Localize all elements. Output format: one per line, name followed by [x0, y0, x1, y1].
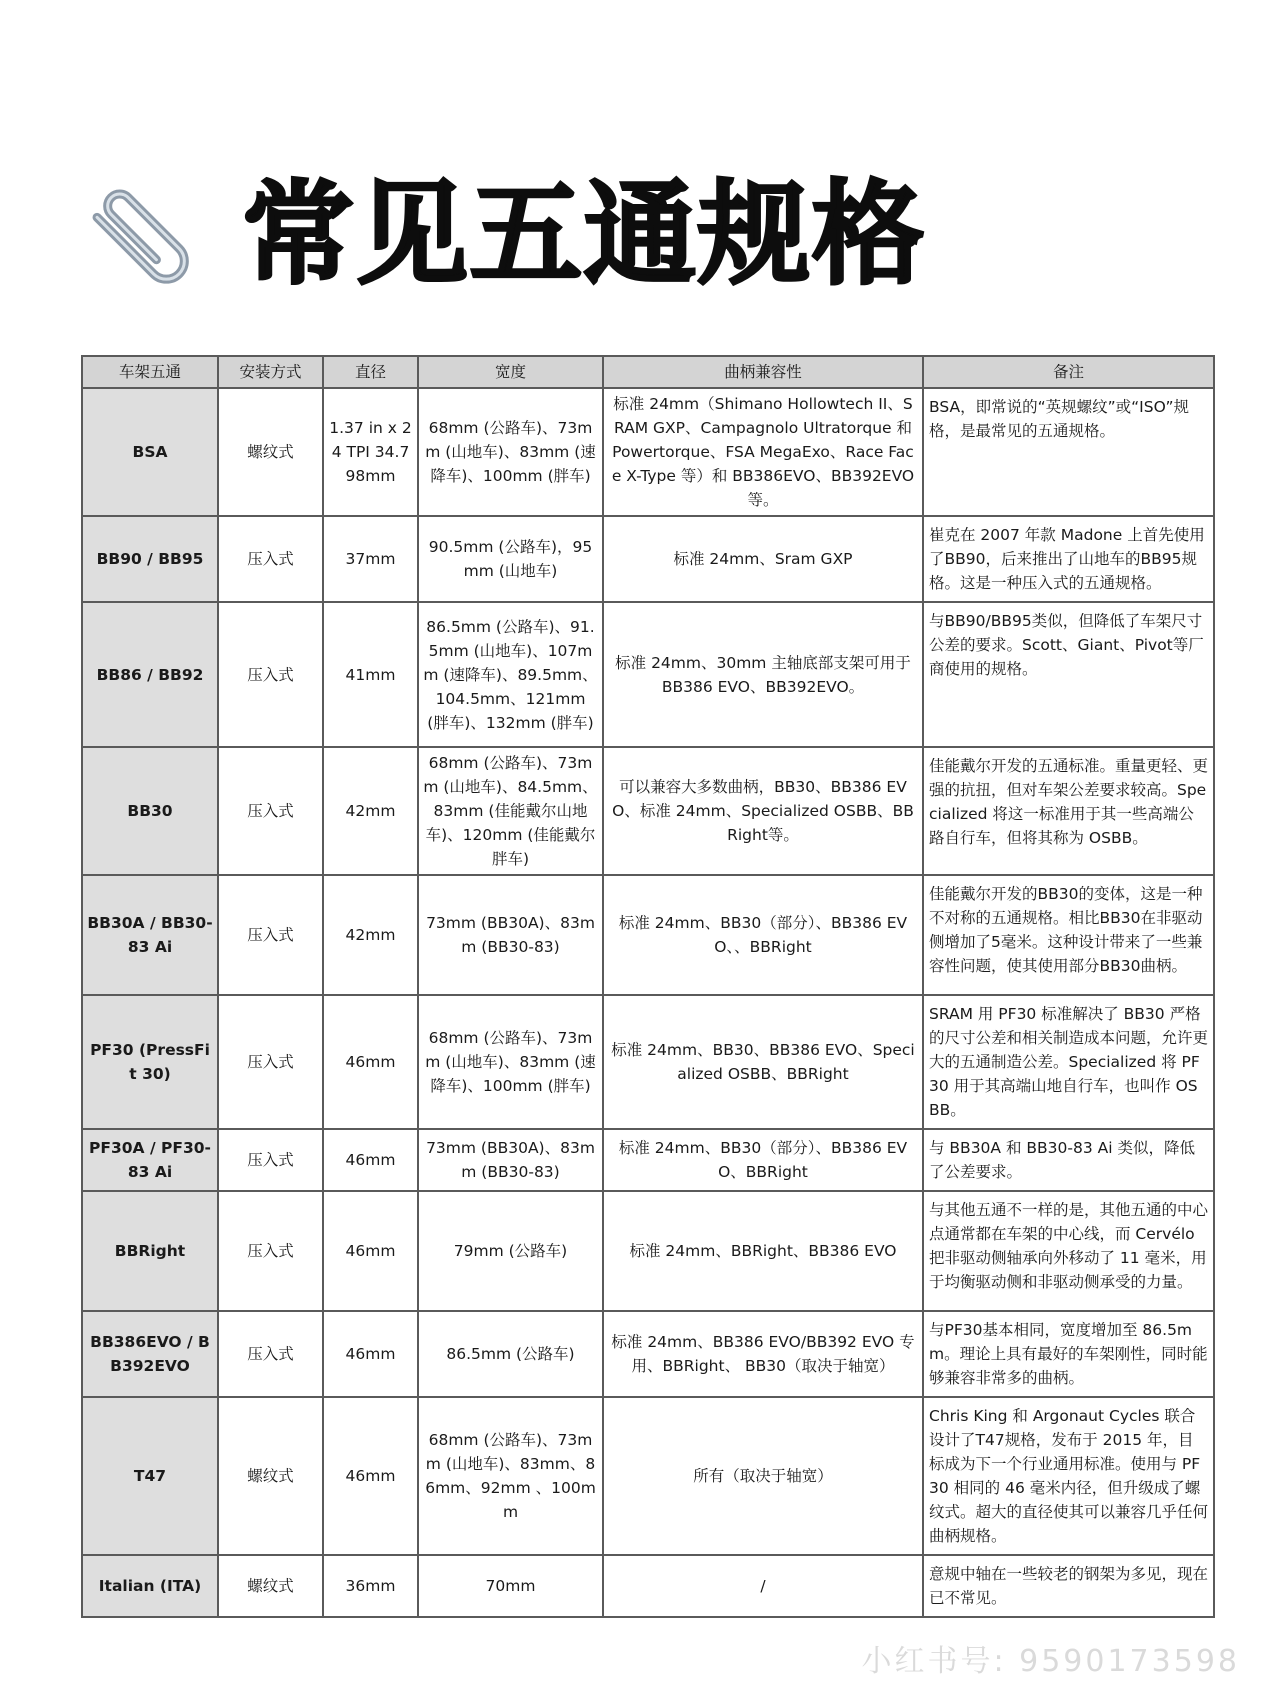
cell-mount: 压入式: [218, 875, 323, 995]
header: [78, 170, 926, 300]
cell-note: Chris King 和 Argonaut Cycles 联合设计了T47规格，发布于 2015 年，目标成为下一个行业通用标准。使用与 PF30 相同的 46 毫米内径，但升级成了螺纹式。超大的直径使其可以兼容几乎任何曲柄规格。: [923, 1397, 1214, 1555]
header-mount: 安装方式: [218, 356, 323, 388]
cell-crank: 标准 24mm、BB386 EVO/BB392 EVO 专用、BBRight、 BB30（取决于轴宽）: [603, 1311, 923, 1397]
page-title: 常见五通规格: [242, 170, 926, 300]
cell-diameter: 41mm: [323, 602, 418, 747]
cell-note: 与PF30基本相同，宽度增加至 86.5mm。理论上具有最好的车架刚性，同时能够兼容非常多的曲柄。: [923, 1311, 1214, 1397]
header-width: 宽度: [418, 356, 603, 388]
cell-crank: 标准 24mm、BB30（部分）、BB386 EVO、、BBRight: [603, 875, 923, 995]
table-row: [82, 1397, 1214, 1555]
cell-mount: 压入式: [218, 747, 323, 875]
cell-note: 与其他五通不一样的是，其他五通的中心点通常都在车架的中心线，而 Cervélo 把非驱动侧轴承向外移动了 11 毫米，用于均衡驱动侧和非驱动侧承受的力量。: [923, 1191, 1214, 1311]
cell-frame: BB386EVO / BB392EVO: [82, 1311, 218, 1397]
cell-note: 与 BB30A 和 BB30-83 Ai 类似，降低了公差要求。: [923, 1129, 1214, 1191]
cell-width: 68mm (公路车)、73mm (山地车)、83mm (速降车)、100mm (胖车): [418, 995, 603, 1129]
cell-frame: PF30 (PressFit 30): [82, 995, 218, 1129]
cell-crank: 可以兼容大多数曲柄，BB30、BB386 EVO、标准 24mm、Specialized OSBB、BBRight等。: [603, 747, 923, 875]
table-header-row: [82, 356, 1214, 388]
table-row: [82, 1555, 1214, 1617]
cell-width: 68mm (公路车)、73mm (山地车)、84.5mm、83mm (佳能戴尔山地车)、120mm (佳能戴尔胖车): [418, 747, 603, 875]
cell-mount: 压入式: [218, 995, 323, 1129]
table-row: [82, 747, 1214, 875]
cell-mount: 压入式: [218, 602, 323, 747]
cell-mount: 螺纹式: [218, 388, 323, 516]
cell-crank: 标准 24mm、BB30、BB386 EVO、Specialized OSBB、BBRight: [603, 995, 923, 1129]
cell-diameter: 46mm: [323, 1129, 418, 1191]
cell-width: 68mm (公路车)、73mm (山地车)、83mm、86mm、92mm 、100mm: [418, 1397, 603, 1555]
cell-width: 90.5mm (公路车)，95mm (山地车): [418, 516, 603, 602]
cell-crank: 标准 24mm、30mm 主轴底部支架可用于 BB386 EVO、BB392EVO。: [603, 602, 923, 747]
table-row: [82, 1311, 1214, 1397]
cell-mount: 螺纹式: [218, 1397, 323, 1555]
cell-width: 86.5mm (公路车): [418, 1311, 603, 1397]
cell-mount: 螺纹式: [218, 1555, 323, 1617]
table-row: [82, 995, 1214, 1129]
cell-crank: 标准 24mm、Sram GXP: [603, 516, 923, 602]
cell-note: 佳能戴尔开发的五通标准。重量更轻、更强的抗扭，但对车架公差要求较高。Specialized 将这一标准用于其一些高端公路自行车，但将其称为 OSBB。: [923, 747, 1214, 875]
cell-note: BSA，即常说的“英规螺纹”或“ISO”规格，是最常见的五通规格。: [923, 388, 1214, 516]
cell-width: 70mm: [418, 1555, 603, 1617]
cell-diameter: 42mm: [323, 875, 418, 995]
cell-note: 意规中轴在一些较老的钢架为多见，现在已不常见。: [923, 1555, 1214, 1617]
header-crank: 曲柄兼容性: [603, 356, 923, 388]
table-row: [82, 516, 1214, 602]
paperclip-icon: [78, 170, 208, 300]
cell-frame: BB90 / BB95: [82, 516, 218, 602]
header-frame: 车架五通: [82, 356, 218, 388]
cell-mount: 压入式: [218, 1191, 323, 1311]
table-row: [82, 602, 1214, 747]
table-row: [82, 1129, 1214, 1191]
cell-width: 73mm (BB30A)、83mm (BB30-83): [418, 875, 603, 995]
cell-width: 86.5mm (公路车)、91.5mm (山地车)、107mm (速降车)、89.5mm、104.5mm、121mm (胖车)、132mm (胖车): [418, 602, 603, 747]
table-row: [82, 1191, 1214, 1311]
cell-mount: 压入式: [218, 516, 323, 602]
cell-diameter: 37mm: [323, 516, 418, 602]
cell-mount: 压入式: [218, 1311, 323, 1397]
cell-diameter: 42mm: [323, 747, 418, 875]
cell-diameter: 36mm: [323, 1555, 418, 1617]
cell-crank: 标准 24mm（Shimano Hollowtech II、SRAM GXP、Campagnolo Ultratorque 和 Powertorque、FSA MegaExo、Race Face X-Type 等）和 BB386EVO、BB392EVO 等。: [603, 388, 923, 516]
cell-frame: BBRight: [82, 1191, 218, 1311]
cell-diameter: 46mm: [323, 1311, 418, 1397]
header-note: 备注: [923, 356, 1214, 388]
bb-spec-table: [81, 355, 1215, 1618]
table-row: [82, 388, 1214, 516]
watermark: 小红书号: 9590173598: [861, 1644, 1240, 1679]
cell-frame: BSA: [82, 388, 218, 516]
cell-diameter: 46mm: [323, 995, 418, 1129]
cell-diameter: 46mm: [323, 1397, 418, 1555]
cell-note: 佳能戴尔开发的BB30的变体，这是一种不对称的五通规格。相比BB30在非驱动侧增加了5毫米。这种设计带来了一些兼容性问题，使其使用部分BB30曲柄。: [923, 875, 1214, 995]
cell-diameter: 1.37 in x 24 TPI 34.798mm: [323, 388, 418, 516]
cell-frame: PF30A / PF30-83 Ai: [82, 1129, 218, 1191]
cell-crank: /: [603, 1555, 923, 1617]
cell-width: 73mm (BB30A)、83mm (BB30-83): [418, 1129, 603, 1191]
cell-frame: BB30A / BB30-83 Ai: [82, 875, 218, 995]
cell-note: 与BB90/BB95类似，但降低了车架尺寸公差的要求。Scott、Giant、Pivot等厂商使用的规格。: [923, 602, 1214, 747]
cell-crank: 标准 24mm、BB30（部分）、BB386 EVO、BBRight: [603, 1129, 923, 1191]
cell-frame: Italian (ITA): [82, 1555, 218, 1617]
header-diameter: 直径: [323, 356, 418, 388]
cell-crank: 所有（取决于轴宽）: [603, 1397, 923, 1555]
cell-frame: BB86 / BB92: [82, 602, 218, 747]
cell-width: 68mm (公路车)、73mm (山地车)、83mm (速降车)、100mm (胖车): [418, 388, 603, 516]
cell-crank: 标准 24mm、BBRight、BB386 EVO: [603, 1191, 923, 1311]
cell-diameter: 46mm: [323, 1191, 418, 1311]
cell-note: 崔克在 2007 年款 Madone 上首先使用了BB90，后来推出了山地车的BB95规格。这是一种压入式的五通规格。: [923, 516, 1214, 602]
table-row: [82, 875, 1214, 995]
cell-frame: T47: [82, 1397, 218, 1555]
cell-mount: 压入式: [218, 1129, 323, 1191]
cell-width: 79mm (公路车): [418, 1191, 603, 1311]
cell-note: SRAM 用 PF30 标准解决了 BB30 严格的尺寸公差和相关制造成本问题，允许更大的五通制造公差。Specialized 将 PF30 用于其高端山地自行车，也叫作 OSBB。: [923, 995, 1214, 1129]
cell-frame: BB30: [82, 747, 218, 875]
